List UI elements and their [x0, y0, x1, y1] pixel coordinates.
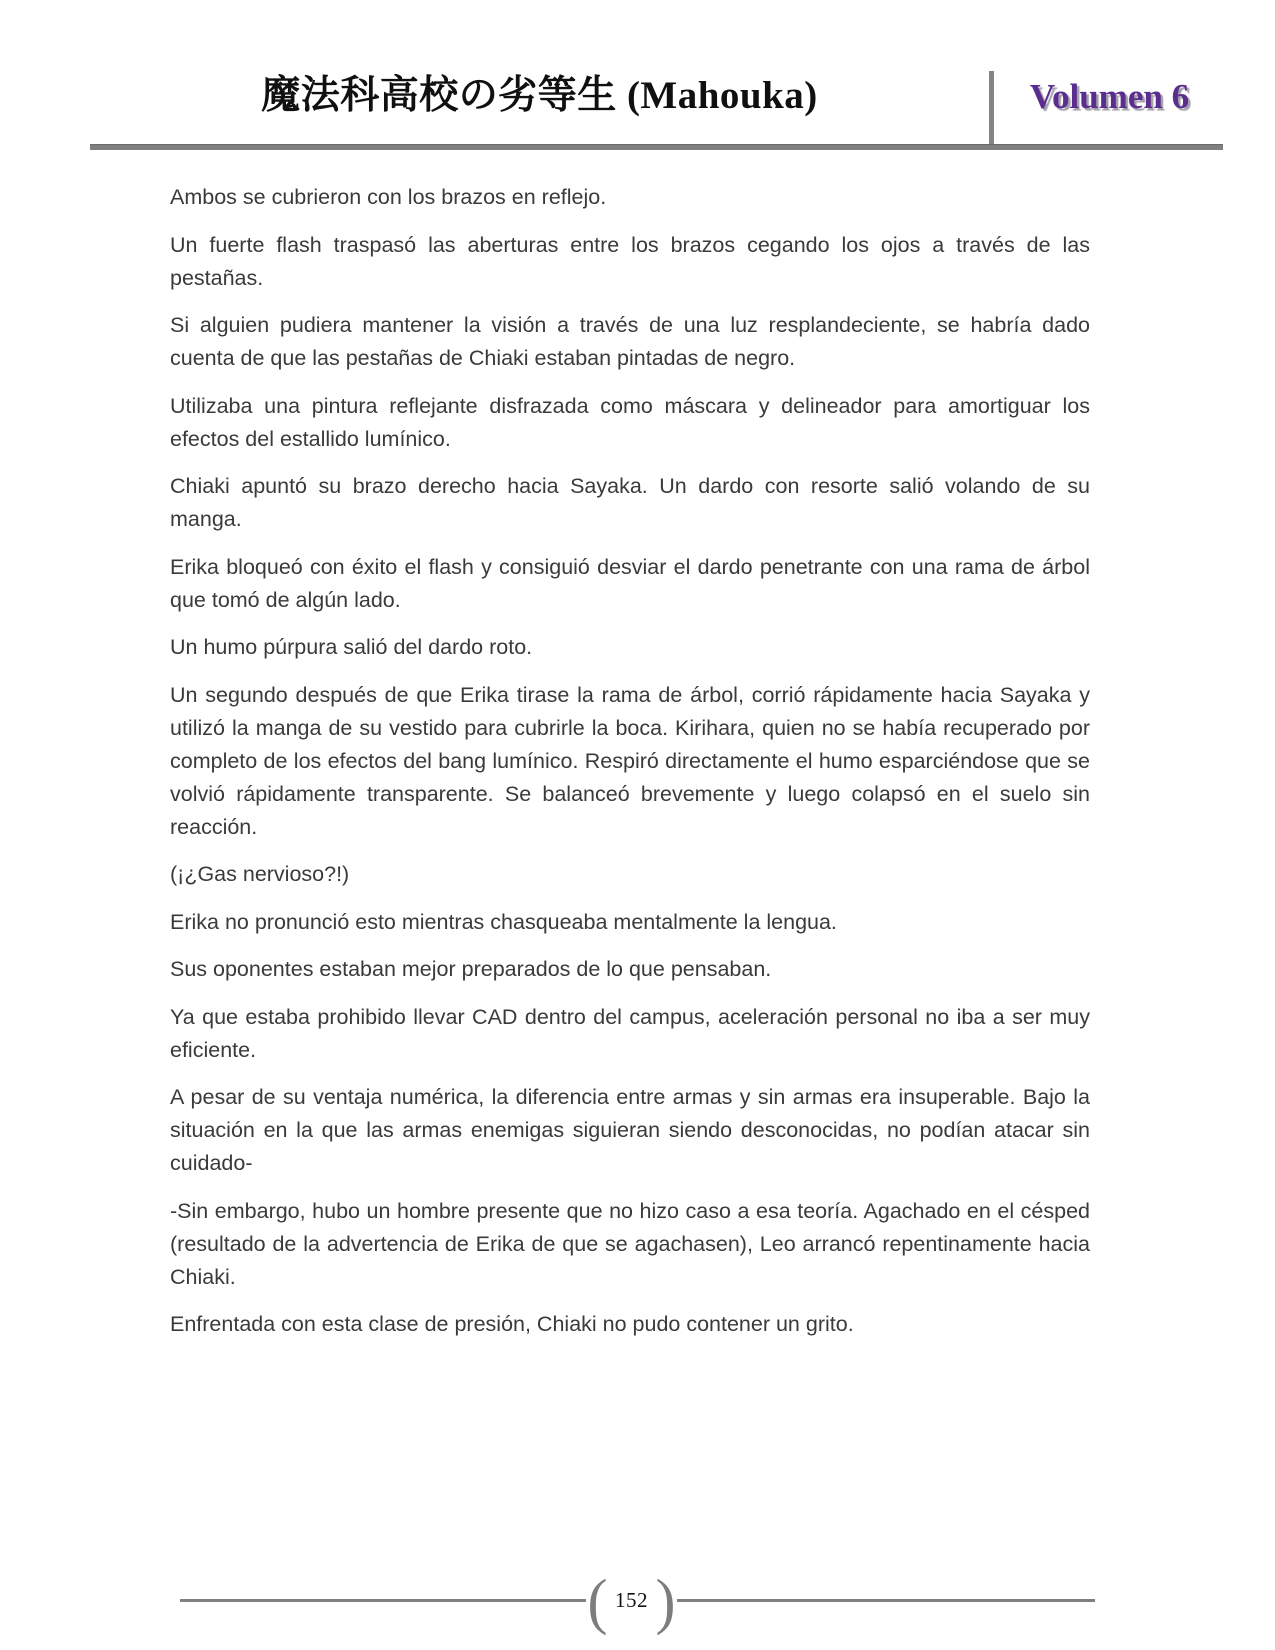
- footer-rule-left: [180, 1599, 586, 1602]
- header-rule: [90, 144, 1223, 150]
- paragraph: Un humo púrpura salió del dardo roto.: [170, 635, 533, 659]
- page-body: [170, 181, 1090, 1356]
- document-title: 魔法科高校の劣等生 (Mahouka): [261, 74, 818, 117]
- paragraph: A pesar de su ventaja numérica, la diferencia entre armas y sin armas era insuperable. Bajo la situación en la que las armas enemigas siguieran siendo desconocidas, no podían atacar sin cuidado-: [170, 1085, 1090, 1175]
- page-footer: ( 152 ): [0, 1568, 1275, 1632]
- header-vertical-divider: [989, 71, 994, 147]
- paragraph: Erika bloqueó con éxito el flash y consiguió desviar el dardo penetrante con una rama de árbol que tomó de algún lado.: [170, 554, 1090, 612]
- page-number: 152: [615, 1587, 648, 1612]
- paragraph: Un segundo después de que Erika tirase la rama de árbol, corrió rápidamente hacia Sayaka y utilizó la manga de su vestido para cubrirle la boca. Kirihara, quien no se había recuperado por completo de los efectos del bang lumínico. Respiró directamente el humo esparciéndose que se volvió rápidamente transparente. Se balanceó brevemente y luego colapsó en el suelo sin reacción.: [170, 682, 1090, 839]
- volume-badge: Volumen 6: [1029, 77, 1190, 116]
- paragraph: Erika no pronunció esto mientras chasqueaba mentalmente la lengua.: [170, 909, 837, 934]
- paragraph: Sus oponentes estaban mejor preparados de lo que pensaban.: [170, 957, 772, 981]
- footer-rule-right: [677, 1599, 1095, 1602]
- paragraph: Si alguien pudiera mantener la visión a través de una luz resplandeciente, se habría dado cuenta de que las pestañas de Chiaki estaban pintadas de negro.: [170, 313, 1090, 370]
- paragraph: Utilizaba una pintura reflejante disfrazada como máscara y delineador para amortiguar los efectos del estallido lumínico.: [170, 393, 1090, 451]
- paragraph: -Sin embargo, hubo un hombre presente que no hizo caso a esa teoría. Agachado en el césped (resultado de la advertencia de Erika de que se agachasen), Leo arrancó repentinamente hacia Chiaki.: [170, 1198, 1090, 1289]
- paragraph: Ambos se cubrieron con los brazos en reflejo.: [170, 185, 607, 209]
- paragraph: Chiaki apuntó su brazo derecho hacia Sayaka. Un dardo con resorte salió volando de su manga.: [170, 474, 1090, 531]
- paragraph: Enfrentada con esta clase de presión, Chiaki no pudo contener un grito.: [170, 1312, 854, 1336]
- paragraph: Ya que estaba prohibido llevar CAD dentro del campus, aceleración personal no iba a ser muy eficiente.: [170, 1004, 1090, 1062]
- paragraph: (¡¿Gas nervioso?!): [170, 862, 350, 886]
- paragraph: Un fuerte flash traspasó las aberturas entre los brazos cegando los ojos a través de las pestañas.: [170, 232, 1090, 290]
